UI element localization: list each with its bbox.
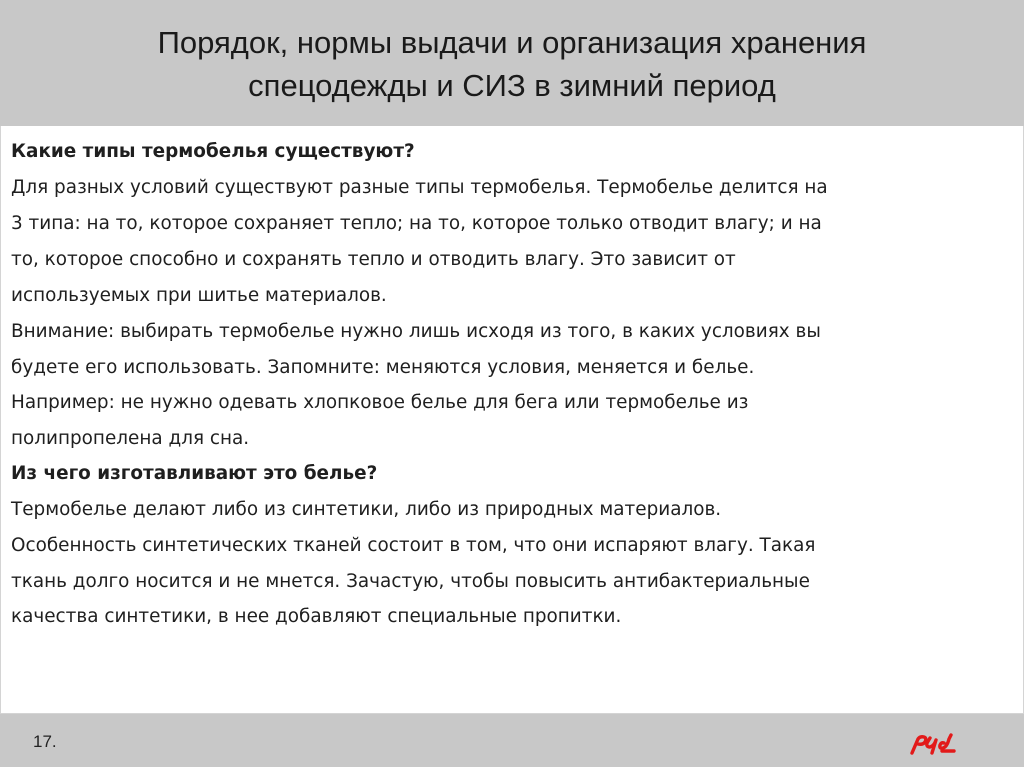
paragraph-line: будете его использовать. Запомните: меняются условия, меняется и белье. (11, 357, 755, 378)
paragraph-line: Особенность синтетических тканей состоит в том, что они испаряют влагу. Такая (11, 535, 816, 556)
slide-title-line-2: спецодежды и СИЗ в зимний период (248, 68, 776, 103)
paragraph-line: Термобелье делают либо из синтетики, либо из природных материалов. (11, 499, 722, 520)
paragraph-line: качества синтетики, в нее добавляют специальные пропитки. (11, 606, 622, 627)
question-heading-materials: Из чего изготавливают это белье? (11, 463, 378, 484)
paragraph-line: используемых при шитье материалов. (11, 285, 387, 306)
slide-footer (0, 714, 1024, 767)
slide-title (158, 19, 867, 107)
paragraph-line: ткань долго носится и не мнется. Зачастую, чтобы повысить антибактериальные (11, 571, 810, 592)
paragraph-line: Для разных условий существуют разные типы термобелья. Термобелье делится на (11, 177, 828, 198)
paragraph-line: Например: не нужно одевать хлопковое белье для бега или термобелье из (11, 392, 749, 413)
slide-header (0, 0, 1024, 126)
page-number: 17. (33, 732, 57, 751)
question-heading-types: Какие типы термобелья существуют? (11, 141, 415, 162)
rzd-logo-icon (908, 731, 968, 757)
slide-title-line-1: Порядок, нормы выдачи и организация хранения (157, 25, 867, 60)
paragraph-line: 3 типа: на то, которое сохраняет тепло; на то, которое только отводит влагу; и на (11, 213, 822, 234)
paragraph-line: Внимание: выбирать термобелье нужно лишь исходя из того, в каких условиях вы (11, 321, 821, 342)
slide-content (0, 126, 1024, 714)
paragraph-line: то, которое способно и сохранять тепло и отводить влагу. Это зависит от (11, 249, 736, 270)
paragraph-line: полипропелена для сна. (11, 428, 250, 449)
